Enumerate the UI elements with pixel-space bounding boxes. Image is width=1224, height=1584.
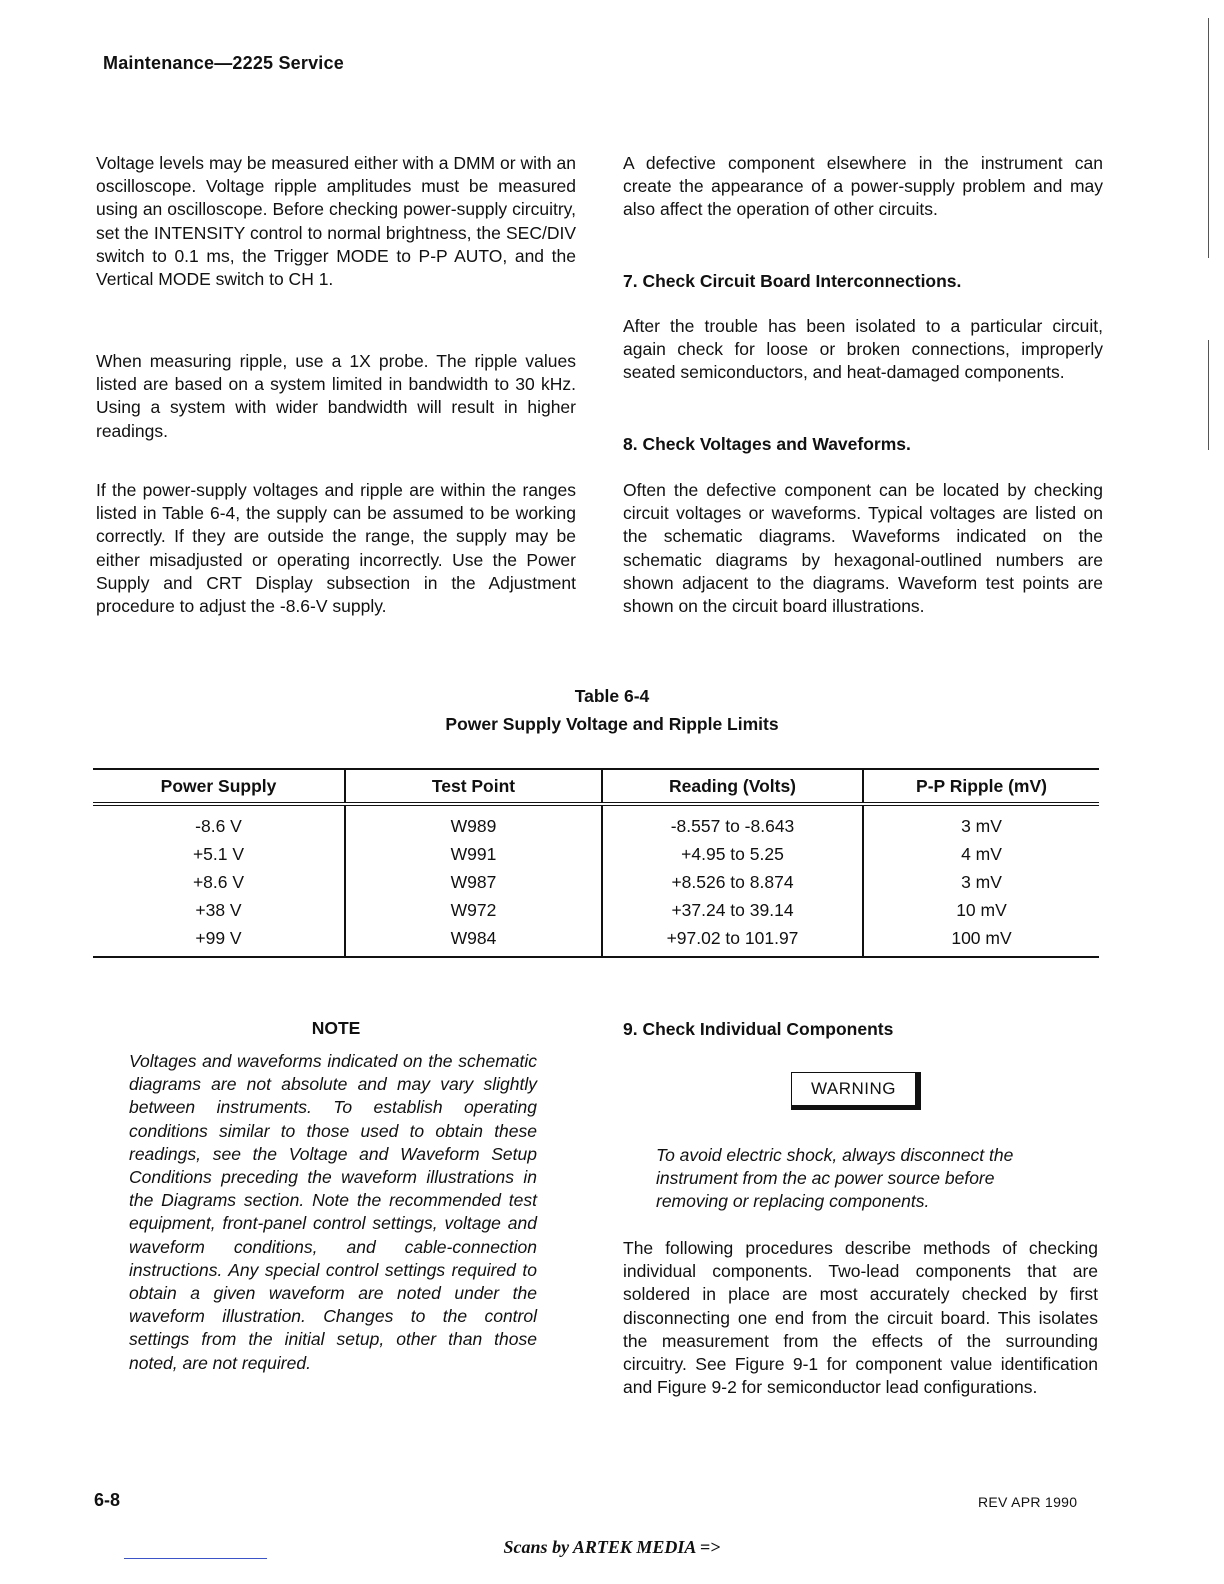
- table-row: [93, 840, 1099, 868]
- section-8-text: Often the defective component can be located by checking circuit voltages or waveforms. Typical voltages are listed on the schematic diagrams. Waveforms indicated on the schematic diagrams by hexagonal-outlined numbers are shown adjacent to the diagrams. Waveform test points are shown on the circuit board illustrations.: [623, 480, 1103, 617]
- cell-power-supply: +8.6 V: [192, 871, 245, 892]
- table-row: [93, 804, 1099, 840]
- paragraph-ripple: When measuring ripple, use a 1X probe. The ripple values listed are based on a system limited in bandwidth to 30 kHz. Using a system with wider bandwidth will result in higher readings.: [96, 351, 576, 441]
- cell-ripple: 100 mV: [863, 924, 1099, 957]
- warning-label: WARNING: [810, 1079, 897, 1098]
- scan-edge-mark: [1208, 340, 1209, 450]
- section-9-text: The following procedures describe methods of checking individual components. Two-lead components that are soldered in place are most accurately checked by first disconnecting one end from the circuit board. This isolates the measurement from the effects of the surrounding circuitry. See Figure 9-1 for component value identification and Figure 9-2 for semiconductor lead configurations.: [623, 1238, 1098, 1398]
- cell-ripple: 4 mV: [863, 840, 1099, 868]
- note-text: Voltages and waveforms indicated on the schematic diagrams are not absolute and may vary slightly between instruments. To establish operating conditions similar to those used to obtain these readings, see the Voltage and Waveform Setup Conditions preceding the waveform illustrations in the Diagrams section. Note the recommended test equipment, front-panel control settings, voltage and waveform conditions, and cable-connection instructions. Any special control settings required to obtain a given waveform are noted under the waveform illustration. Changes to the control settings from the initial setup, other than those noted, are not required.: [129, 1051, 537, 1373]
- table-row: [93, 924, 1099, 957]
- cell-ripple: 3 mV: [863, 868, 1099, 896]
- table-row: [93, 868, 1099, 896]
- column-header-test-point: Test Point: [345, 769, 602, 804]
- section-9-heading: 9. Check Individual Components: [623, 1019, 894, 1039]
- table-title: Power Supply Voltage and Ripple Limits: [445, 714, 779, 734]
- column-header-reading: Reading (Volts): [602, 769, 863, 804]
- warning-text: To avoid electric shock, always disconnect the instrument from the ac power source before removing or replacing components.: [656, 1145, 1014, 1212]
- cell-reading: +4.95 to 5.25: [602, 840, 863, 868]
- cell-power-supply: +99 V: [93, 924, 345, 957]
- table-header-row: [93, 769, 1099, 804]
- cell-ripple: 10 mV: [863, 896, 1099, 924]
- page-header: Maintenance—2225 Service: [103, 53, 344, 73]
- cell-power-supply: +5.1 V: [192, 843, 245, 864]
- column-header-ripple: P-P Ripple (mV): [863, 769, 1099, 804]
- cell-test-point: W991: [345, 840, 602, 868]
- cell-power-supply: -8.6 V: [195, 815, 242, 836]
- cell-test-point: W972: [345, 896, 602, 924]
- paragraph-voltage-levels: Voltage levels may be measured either with a DMM or with an oscilloscope. Voltage ripple amplitudes must be measured using an oscilloscope. Before checking power-supply circuitry, set the INTENSITY control to normal brightness, the SEC/DIV switch to 0.1 ms, the Trigger MODE to P-P AUTO, and the Vertical MODE switch to CH 1.: [96, 153, 576, 290]
- credit-underline: [124, 1558, 267, 1559]
- revision-date: REV APR 1990: [978, 1494, 1078, 1510]
- warning-badge: [791, 1072, 921, 1110]
- scan-credit: Scans by ARTEK MEDIA =>: [503, 1537, 721, 1557]
- cell-power-supply: +38 V: [195, 899, 242, 920]
- cell-test-point: W984: [345, 924, 602, 957]
- paragraph-defective-component: A defective component elsewhere in the instrument can create the appearance of a power-supply problem and may also affect the operation of other circuits.: [623, 153, 1103, 220]
- power-supply-table: [93, 768, 1099, 958]
- note-title: NOTE: [311, 1018, 361, 1038]
- page-number: 6-8: [94, 1490, 121, 1510]
- cell-test-point: W989: [345, 804, 602, 840]
- column-header-power-supply: Power Supply: [93, 769, 345, 804]
- paragraph-power-supply-ranges: If the power-supply voltages and ripple are within the ranges listed in Table 6-4, the supply can be assumed to be working correctly. If they are outside the range, the supply may be either misadjusted or operating incorrectly. Use the Power Supply and CRT Display subsection in the Adjustment procedure to adjust the -8.6-V supply.: [96, 480, 576, 617]
- cell-test-point: W987: [345, 868, 602, 896]
- cell-reading: +97.02 to 101.97: [602, 924, 863, 957]
- scan-edge-mark: [1208, 18, 1209, 258]
- table-row: [93, 896, 1099, 924]
- table-number: Table 6-4: [574, 686, 650, 706]
- section-7-heading: 7. Check Circuit Board Interconnections.: [623, 271, 962, 291]
- cell-reading: -8.557 to -8.643: [602, 804, 863, 840]
- cell-reading: +37.24 to 39.14: [602, 896, 863, 924]
- cell-ripple: 3 mV: [863, 804, 1099, 840]
- section-8-heading: 8. Check Voltages and Waveforms.: [623, 434, 911, 454]
- cell-reading: +8.526 to 8.874: [602, 868, 863, 896]
- section-7-text: After the trouble has been isolated to a particular circuit, again check for loose or broken connections, improperly seated semiconductors, and heat-damaged components.: [623, 316, 1103, 383]
